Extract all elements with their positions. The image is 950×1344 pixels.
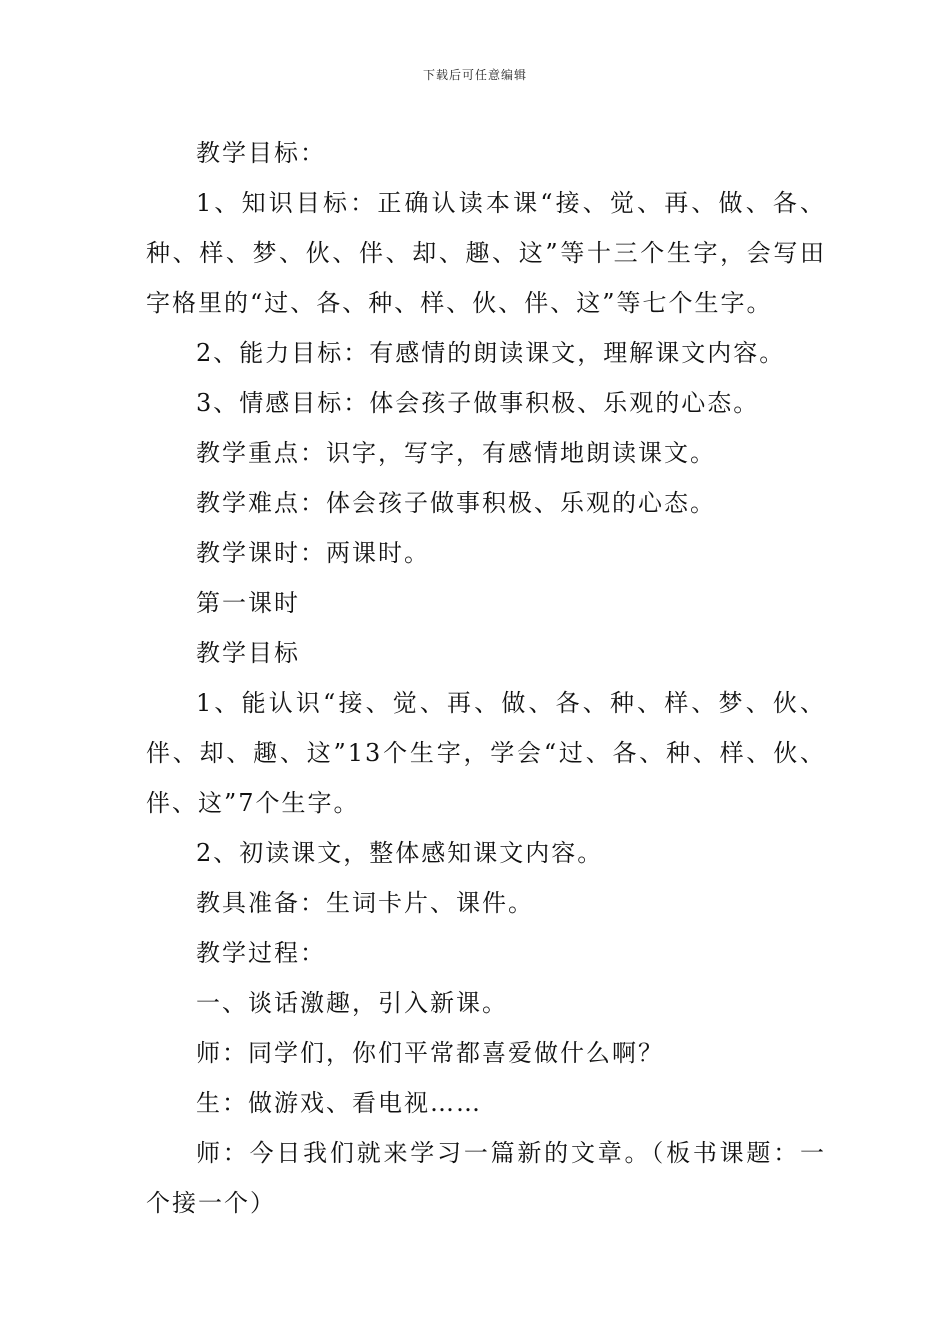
- paragraph-lesson-goal-1: 1、能认识“接、觉、再、做、各、种、样、梦、伙、伴、却、趣、这”13个生字，学会“过、各、种、样、伙、伴、这”7个生字。: [146, 689, 826, 817]
- document-body: [146, 128, 826, 1228]
- paragraph-step-one: 一、谈话激趣，引入新课。: [196, 989, 508, 1017]
- paragraph-teaching-process: 教学过程：: [196, 939, 326, 967]
- paragraph-teacher-intro: 师：今日我们就来学习一篇新的文章。（板书课题：一个接一个）: [146, 1139, 826, 1217]
- paragraph-difficult-points: 教学难点：体会孩子做事积极、乐观的心态。: [196, 489, 716, 517]
- paragraph-ability-goal: 2、能力目标：有感情的朗读课文，理解课文内容。: [196, 339, 786, 367]
- paragraph-teaching-aids: 教具准备：生词卡片、课件。: [196, 889, 534, 917]
- paragraph-lesson-goals-heading: 教学目标: [196, 639, 300, 667]
- paragraph-class-hours: 教学课时：两课时。: [196, 539, 430, 567]
- paragraph-student-answer: 生：做游戏、看电视……: [196, 1089, 482, 1117]
- paragraph-first-lesson: 第一课时: [196, 589, 300, 617]
- paragraph-lesson-goal-2: 2、初读课文，整体感知课文内容。: [196, 839, 604, 867]
- paragraph-emotion-goal: 3、情感目标：体会孩子做事积极、乐观的心态。: [196, 389, 760, 417]
- paragraph-teaching-goals-heading: 教学目标：: [196, 139, 326, 167]
- paragraph-key-points: 教学重点：识字，写字，有感情地朗读课文。: [196, 439, 716, 467]
- page-header-note: 下载后可任意编辑: [422, 68, 527, 82]
- paragraph-teacher-question: 师：同学们，你们平常都喜爱做什么啊？: [196, 1039, 664, 1067]
- paragraph-knowledge-goal: 1、知识目标：正确认读本课“接、觉、再、做、各、种、样、梦、伙、伴、却、趣、这”等十三个生字，会写田字格里的“过、各、种、样、伙、伴、这”等七个生字。: [146, 189, 826, 317]
